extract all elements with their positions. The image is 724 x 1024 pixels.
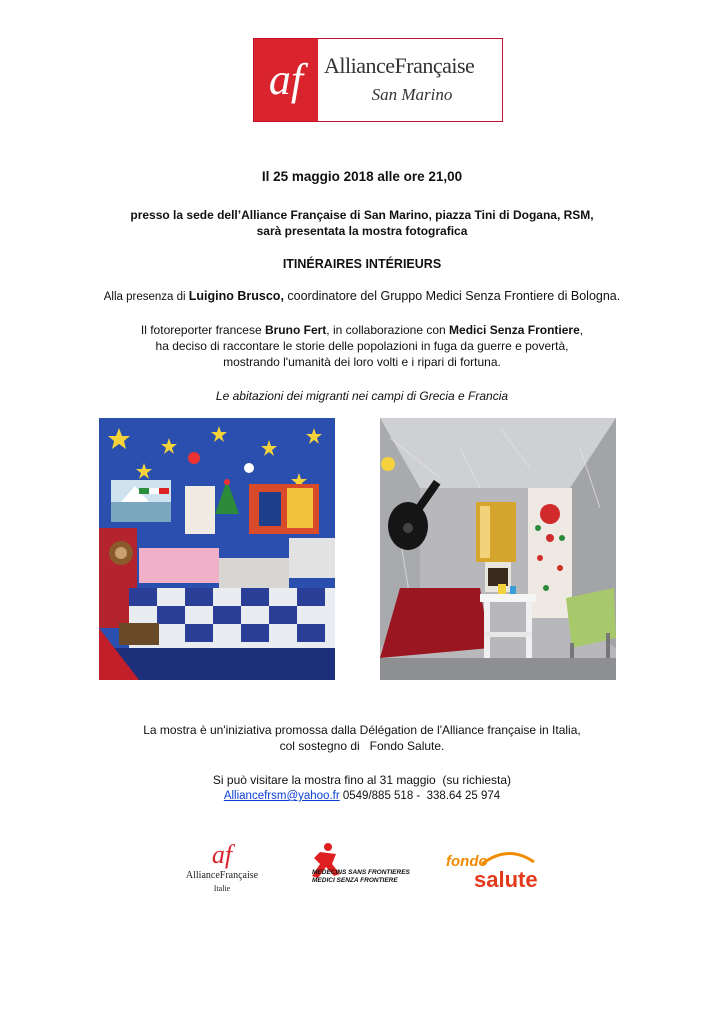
desc-l1-e: , [579,323,584,337]
photo-tent-interior-2 [380,418,616,680]
promotion-line-1: La mostra è un'iniziativa promossa dalla Délégation de l'Alliance française in Italia, [143,723,581,737]
description-line-3: mostrando l'umanità dei loro volti e i ripari di fortuna. [223,355,501,369]
venue-line-1: presso la sede dell’Alliance Française di San Marino, piazza Tini di Dogana, RSM, [130,208,594,222]
sponsor-fondo-salute [444,848,548,896]
promotion-line-2: col sostegno di Fondo Salute. [279,739,445,753]
af-italie-name: AllianceFrançaise [185,870,259,881]
photographer-name: Bruno Fert [264,323,327,337]
venue-line-2: sarà presentata la mostra fotografica [256,224,468,238]
presence-prefix: Alla presenza di [103,291,189,303]
desc-l1-a: Il fotoreporter francese [140,323,265,337]
af-italie-sub: Italie [213,884,231,893]
salute-text: salute [474,867,538,892]
email-link[interactable]: Alliancefrsm@yahoo.fr [223,790,340,802]
logo-name-part2: Française [394,53,475,78]
photo-tent-interior-1 [99,418,335,680]
exhibition-title: ITINÉRAIRES INTÉRIEURS [282,257,442,271]
af-italie-mark: af [211,840,233,869]
photo-tent-interior-2-illustration [380,418,616,680]
logo-name [324,53,500,79]
description-line-2: ha deciso di raccontare le storie delle popolazioni in fuga da guerre e povertà, [155,339,569,353]
msf-line-1: MEDECINS SANS FRONTIERES [312,869,410,876]
presence-line [0,288,724,305]
contact-line [0,789,724,804]
exhibition-subtitle: Le abitazioni dei migranti nei campi di Grecia e Francia [215,389,509,403]
alliance-francaise-logo [253,38,503,122]
presence-suffix: coordinatore del Gruppo Medici Senza Frontiere di Bologna. [283,289,621,303]
msf-name: Medici Senza Frontiere [449,323,580,337]
sponsor-msf [306,838,424,888]
event-date: Il 25 maggio 2018 alle ore 21,00 [261,169,463,184]
logo-city: San Marino [371,85,453,104]
sponsor-alliance-francaise-italie [180,842,264,896]
fondo-text: fondo [446,853,488,870]
photo-tent-interior-1-illustration [99,418,335,680]
logo-name-part1: Alliance [324,53,395,78]
description-line-1 [0,322,724,338]
visit-line: Si può visitare la mostra fino al 31 maggio (su richiesta) [212,773,512,787]
presence-person: Luigino Brusco, [188,289,284,303]
msf-line-2: MEDICI SENZA FRONTIERE [312,877,398,884]
desc-l1-c: , in collaborazione con [326,323,450,337]
phone-numbers: 0549/885 518 - 338.64 25 974 [342,790,501,802]
af-logo-mark: af [254,39,318,121]
